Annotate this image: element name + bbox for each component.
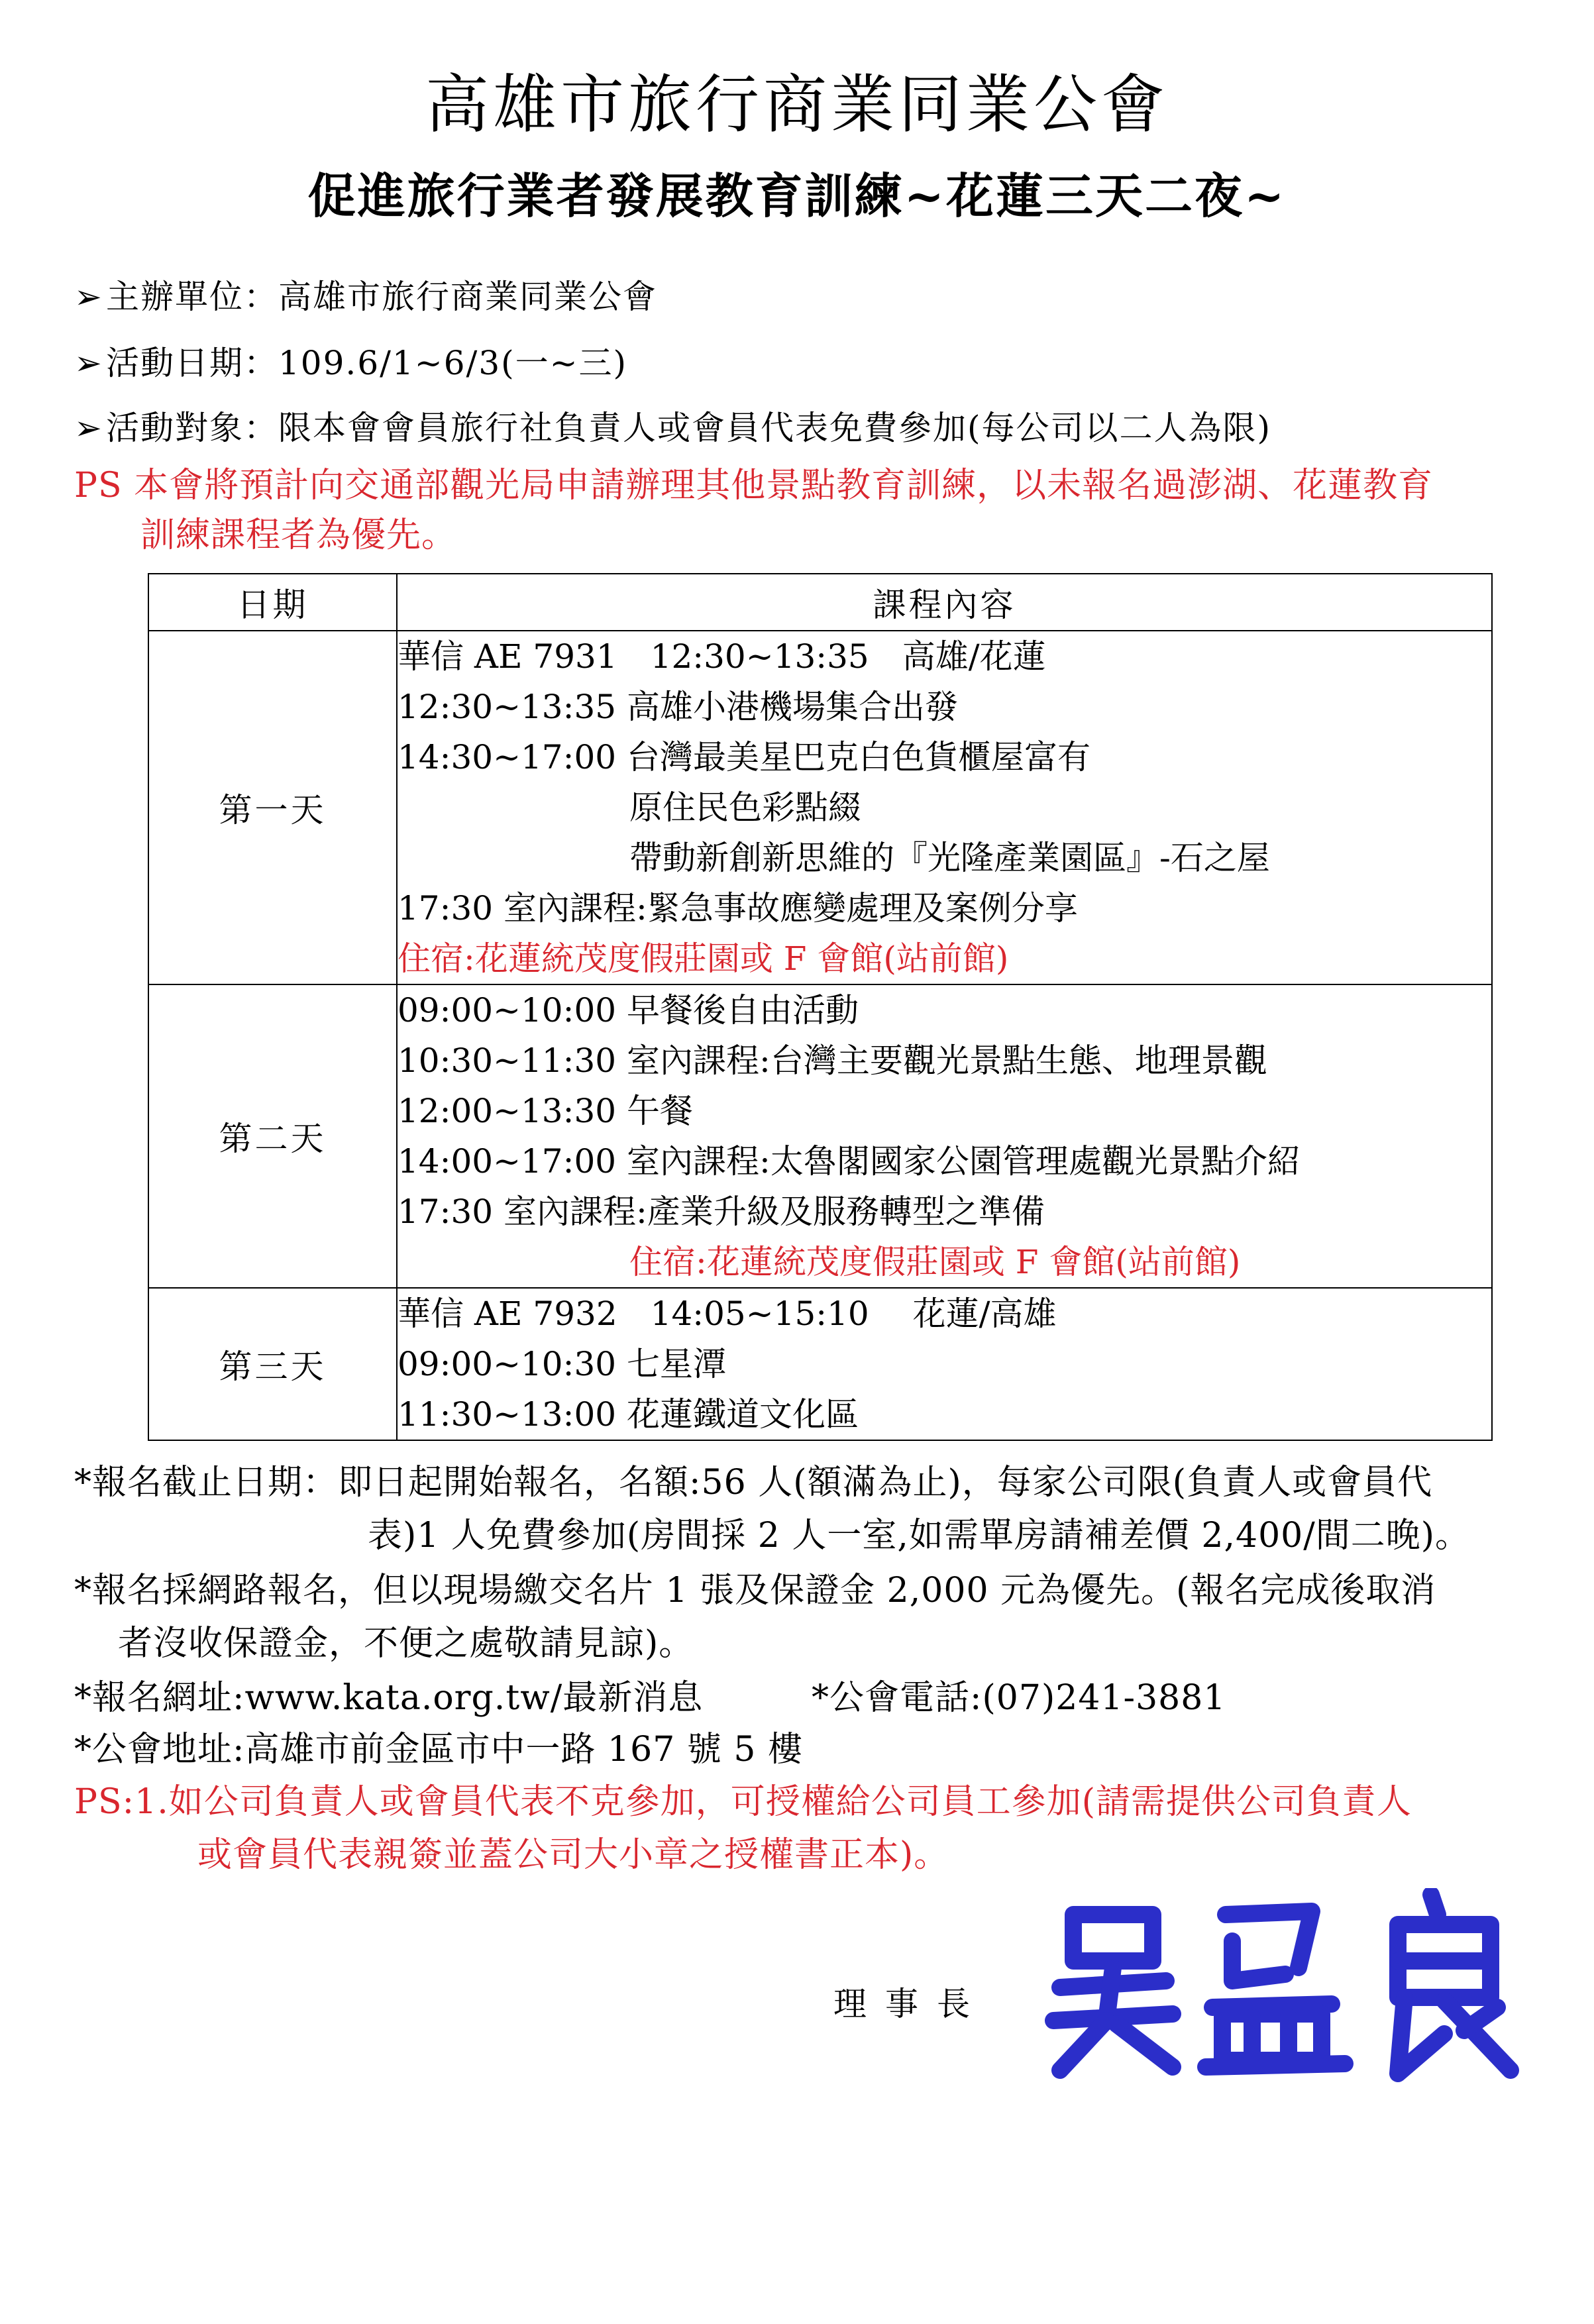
info-organizer — [74, 270, 657, 318]
table-header-row — [148, 574, 1492, 631]
info-value: 限本會會員旅行社負責人或會員代表免費參加(每公司以二人為限) — [278, 409, 1272, 447]
info-value: 高雄市旅行商業同業公會 — [278, 278, 657, 316]
day-label: 第一天 — [148, 631, 397, 984]
schedule-line: 華信 AE 7931 12:30~13:35 高雄/花蓮 — [398, 637, 1046, 676]
table-row — [148, 1288, 1492, 1440]
ps-note-line-1: PS 本會將預計向交通部觀光局申請辦理其他景點教育訓練，以未報名過澎湖、花蓮教育 — [74, 466, 1434, 505]
arrow-bullet-icon: ➢ — [74, 344, 103, 382]
arrow-bullet-icon: ➢ — [74, 278, 103, 316]
schedule-line: 原住民色彩點綴 — [629, 788, 861, 827]
schedule-line: 帶動新創新思維的『光隆產業園區』-石之屋 — [629, 839, 1270, 877]
info-label: 活動對象： — [106, 409, 278, 447]
schedule-line: 華信 AE 7932 14:05~15:10 花蓮/高雄 — [398, 1294, 1057, 1333]
signature-stroke — [1431, 1895, 1438, 1915]
lodging-line: 住宿:花蓮統茂度假莊園或 F 會館(站前館) — [629, 1243, 1241, 1281]
ps-note-line-2: 訓練課程者為優先。 — [140, 515, 457, 555]
info-audience — [74, 401, 1271, 449]
signature-stroke — [1073, 1915, 1153, 1961]
schedule-line: 17:30 室內課程:緊急事故應變處理及案例分享 — [398, 889, 1078, 927]
table-row — [148, 984, 1492, 1288]
schedule-line: 11:30~13:00 花蓮鐵道文化區 — [398, 1395, 859, 1434]
schedule-line: 10:30~11:30 室內課程:台灣主要觀光景點生態、地理景觀 — [398, 1041, 1267, 1080]
ps-authorization-line-2: 或會員代表親簽並蓋公司大小章之授權書正本)。 — [197, 1835, 949, 1875]
document-title: 高雄市旅行商業同業公會 — [425, 68, 1169, 142]
day-content — [397, 984, 1492, 1288]
schedule-line: 17:30 室內課程:產業升級及服務轉型之準備 — [398, 1192, 1045, 1231]
info-label: 活動日期： — [106, 344, 278, 382]
signature-image — [1034, 1888, 1537, 2087]
signature-stroke — [1060, 2021, 1173, 2070]
info-label: 主辦單位： — [106, 278, 278, 316]
schedule-line: 12:00~13:30 午餐 — [398, 1092, 693, 1130]
schedule-line: 14:30~17:00 台灣最美星巴克白色貨櫃屋富有 — [398, 738, 1090, 776]
table-row — [148, 631, 1492, 984]
header-content: 課程內容 — [397, 574, 1492, 631]
online-note-line-1: *報名採網路報名，但以現場繳交名片 1 張及保證金 2,000 元為優先。(報名完成後取消 — [74, 1571, 1436, 1611]
schedule-line: 12:30~13:35 高雄小港機場集合出發 — [398, 688, 958, 726]
schedule-line: 09:00~10:00 早餐後自由活動 — [398, 991, 859, 1030]
signature-stroke — [1222, 2014, 1322, 2060]
info-value: 109.6/1~6/3(一~三) — [278, 344, 628, 382]
lodging-line: 住宿:花蓮統茂度假莊園或 F 會館(站前館) — [398, 939, 1009, 978]
day-label: 第三天 — [148, 1288, 397, 1440]
phone-note: *公會電話:(07)241-3881 — [812, 1678, 1226, 1718]
info-date — [74, 337, 627, 384]
chairman-label: 理事長 — [833, 1985, 988, 2023]
header-date: 日期 — [148, 574, 397, 631]
document-subtitle: 促進旅行業者發展教育訓練~花蓮三天二夜~ — [307, 168, 1287, 224]
website-note: *報名網址:www.kata.org.tw/最新消息 — [74, 1678, 704, 1718]
schedule-table — [148, 573, 1493, 1441]
online-note-line-2: 者沒收保證金，不便之處敬請見諒)。 — [118, 1624, 694, 1664]
deadline-note-line-2: 表)1 人免費參加(房間採 2 人一室,如需單房請補差價 2,400/間二晚)。 — [368, 1516, 1471, 1556]
day-content — [397, 631, 1492, 984]
day-label: 第二天 — [148, 984, 397, 1288]
deadline-note-line-1: *報名截止日期：即日起開始報名，名額:56 人(額滿為止)，每家公司限(負責人或會員代 — [74, 1463, 1433, 1503]
address-note: *公會地址:高雄市前金區市中一路 167 號 5 樓 — [74, 1730, 803, 1769]
day-content — [397, 1288, 1492, 1440]
signature-stroke — [1464, 2007, 1497, 2031]
signature-stroke — [1226, 1911, 1312, 1981]
schedule-line: 14:00~17:00 室內課程:太魯閣國家公園管理處觀光景點介紹 — [398, 1142, 1301, 1181]
ps-authorization-line-1: PS:1.如公司負責人或會員代表不克參加，可授權給公司員工參加(請需提供公司負責人 — [74, 1782, 1412, 1822]
schedule-line: 09:00~10:30 七星潭 — [398, 1345, 726, 1383]
arrow-bullet-icon: ➢ — [74, 409, 103, 447]
